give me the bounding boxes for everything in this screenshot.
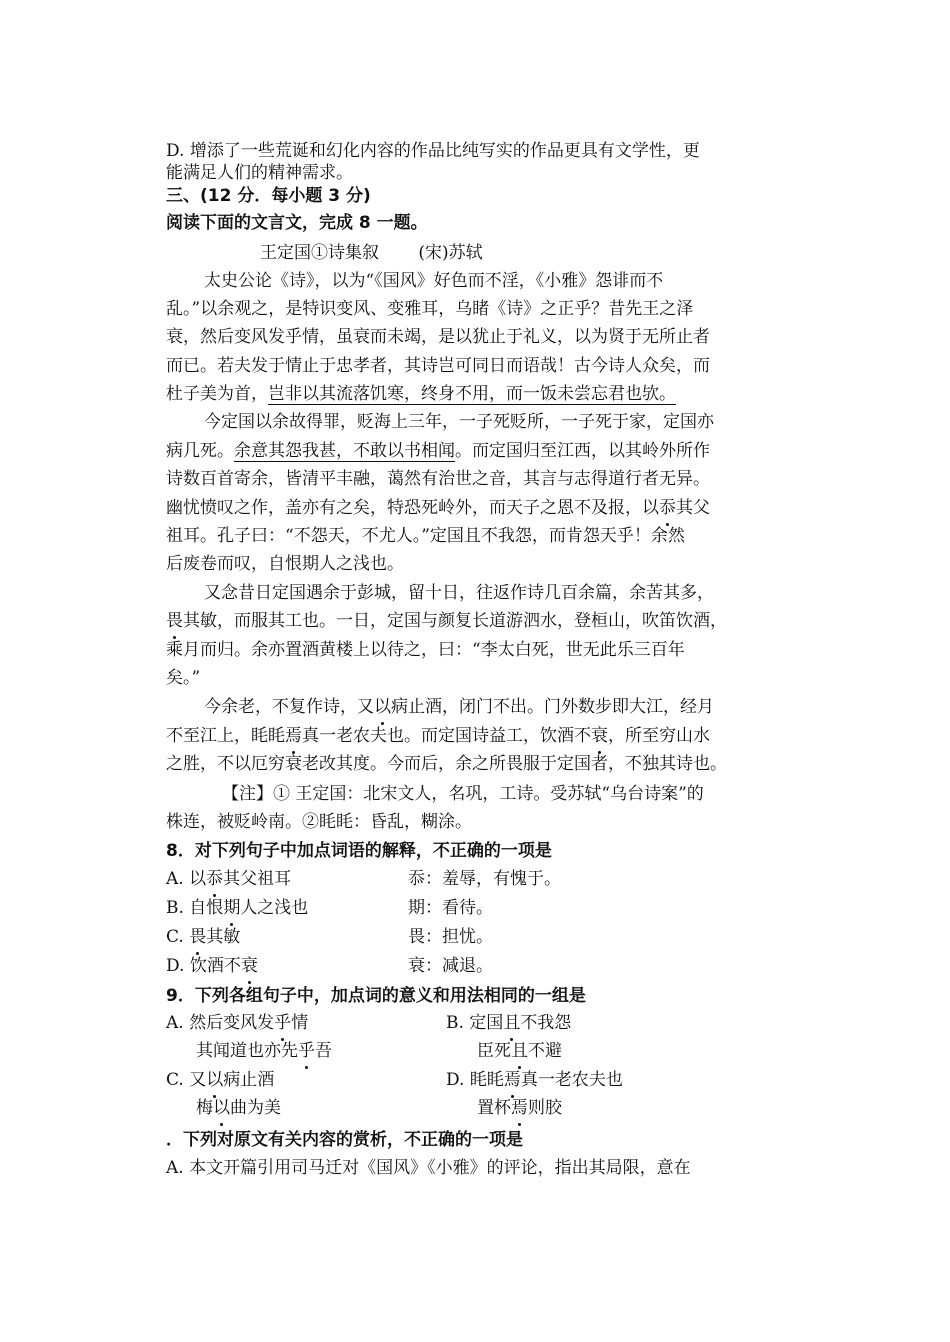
q8-gloss-c: 畏：担忧。	[408, 927, 493, 947]
dotted-word: 以	[213, 1098, 230, 1118]
option-text: 则胶	[528, 1098, 562, 1118]
p4-text: 病止酒，闭门不出。门外数步即大江，经月	[391, 697, 714, 717]
dotted-word: 乎	[298, 1041, 315, 1061]
p2-text: 幽忧愤叹之作，盖亦有之矣，特恐死岭外，而天子之恩不及报，以	[166, 498, 659, 518]
option-text: 真一老农夫也	[520, 1070, 623, 1090]
note-line2: 株连，被贬岭南。②眊眊：昏乱，糊涂。	[166, 812, 472, 832]
passage-p1-line3: 衰，然后变风发乎情，虽衰而未竭，是以犹止于礼义，以为贤于无所止者	[166, 327, 710, 347]
passage-title-text: 王定国①诗集叙	[260, 243, 379, 263]
q8-gloss-d: 衰：减退。	[408, 956, 493, 976]
option-text: C.	[166, 927, 190, 947]
option-text: 不避	[528, 1041, 562, 1061]
p3-text: 其敏，而服其工也。一日，定国与颜复长道游泗水，登桓山，吹笛饮酒，	[183, 611, 727, 631]
q9-stem: 9．下列各组句子中，加点词的意义和用法相同的一组是	[166, 986, 586, 1006]
passage-p4-line1	[204, 696, 844, 718]
option-text: C. 又	[166, 1070, 207, 1090]
option-text: 其父祖耳	[223, 869, 292, 889]
passage-p2-line5: 祖耳。孔子曰：“不怨天，不尤人。”定国且不我怨，而肯怨天乎！余然	[166, 526, 685, 546]
passage-p2-line3: 诗数百首寄余，皆清平丰融，蔼然有治世之音，其言与志得道行者无异。	[166, 469, 710, 489]
reading-instruction: 阅读下面的文言文，完成 8 一题。	[166, 213, 428, 233]
option-d-line2: 能满足人们的精神需求。	[166, 163, 353, 183]
p2-text: 病几死。	[166, 441, 234, 461]
passage-p4-line3: 之胜，不以厄穷衰老改其度。今而后，余之所畏服于定国者，不独其诗也。	[166, 754, 727, 774]
option-text: 病止酒	[223, 1070, 275, 1090]
q9-option-b-line1	[446, 1012, 950, 1034]
passage-p2-line6: 后废卷而叹，自恨期人之浅也。	[166, 554, 404, 574]
underlined-sentence-2: 余意其怨我甚，不敢以书相闻	[234, 441, 455, 461]
dotted-word: 焉	[511, 1098, 528, 1118]
dotted-word: 畏	[189, 927, 207, 947]
dotted-word: 衰	[240, 956, 258, 976]
dotted-word: 畏	[166, 611, 183, 631]
section-heading: 三、(12 分．每小题 3 分)	[166, 186, 371, 206]
option-text: B. 定国	[446, 1013, 504, 1033]
dotted-word: 忝	[659, 498, 676, 518]
dotted-word: 焉	[285, 726, 302, 746]
option-text: 吾	[315, 1041, 332, 1061]
passage-p2-line1: 今定国以余故得罪，贬海上三年，一子死贬所，一子死于家，定国亦	[204, 412, 714, 432]
q8-stem: 8．对下列句子中加点词语的解释，不正确的一项是	[166, 841, 552, 861]
dotted-word: 焉	[503, 1070, 521, 1090]
p1-text: 杜子美为首，	[166, 384, 268, 404]
passage-p3-line1: 又念昔日定国遇余于彭城，留十日，往返作诗几百余篇，余苦其多，	[204, 583, 714, 603]
q8-gloss-b: 期：看待。	[408, 898, 493, 918]
option-text: 曲为美	[230, 1098, 281, 1118]
passage-author: (宋)苏轼	[418, 243, 483, 263]
passage-p1-line4: 而已。若夫发于情止于忠孝者，其诗岂可同日而语哉！古今诗人众矣，而	[166, 356, 710, 376]
passage-title	[260, 242, 900, 264]
dotted-word: 以	[374, 697, 391, 717]
option-d-line1: D. 增添了一些荒诞和幻化内容的作品比纯写实的作品更具有文学性，更	[166, 141, 700, 161]
dotted-word: 期	[223, 898, 241, 918]
passage-p3-line4: 矣。”	[166, 668, 201, 688]
passage-p1-line5	[166, 383, 806, 405]
option-text: D. 眊眊	[446, 1070, 504, 1090]
passage-p3-line2	[166, 610, 806, 632]
option-text: A. 以	[166, 869, 207, 889]
q9-option-d-line2	[477, 1097, 950, 1119]
option-text: B. 自恨	[166, 898, 224, 918]
q8-gloss-a: 忝：羞辱，有愧于。	[408, 869, 561, 889]
p2-text: 。而定国归至江西，以其岭外所作	[455, 441, 710, 461]
passage-p2-line2	[166, 440, 806, 462]
option-text: 不我怨	[520, 1013, 572, 1033]
option-text: A. 然后变风发	[166, 1013, 275, 1033]
passage-p1-line2: 乱。”以余观之，是特识变风、变雅耳，乌睹《诗》之正乎？昔先王之泽	[166, 299, 694, 319]
passage-p4-line2	[166, 725, 806, 747]
dotted-word: 忝	[206, 869, 224, 889]
p4-text: 真一老农夫也。而定国诗益工，饮酒不	[302, 726, 591, 746]
passage-p2-line4	[166, 497, 806, 519]
q9-option-d-line1	[446, 1069, 950, 1091]
option-text: 其敏	[206, 927, 241, 947]
passage-p1-line1: 太史公论《诗》，以为“《国风》好色而不淫，《小雅》怨诽而不	[204, 271, 664, 291]
dotted-word: 以	[206, 1070, 224, 1090]
p4-text: 今余老，不复作诗，又	[204, 697, 374, 717]
option-text: 人之浅也	[240, 898, 309, 918]
p4-text: ，所至穷山水	[608, 726, 710, 746]
underlined-sentence-1: 岂非以其流落饥寒，终身不用，而一饭未尝忘君也欤。	[268, 384, 676, 404]
dotted-word: 且	[511, 1041, 528, 1061]
q9-option-b-line2	[477, 1040, 950, 1062]
option-text: 臣死	[477, 1041, 511, 1061]
option-text: 情	[291, 1013, 309, 1033]
q10-option-a: A. 本文开篇引用司马迁对《国风》《小雅》的评论，指出其局限，意在	[166, 1158, 691, 1178]
note-line1: 【注】① 王定国：北宋文人，名巩，工诗。受苏轼“乌台诗案”的	[222, 784, 704, 804]
passage-p3-line3: 乘月而归。余亦置酒黄楼上以待之，曰：“李太白死，世无此乐三百年	[166, 640, 685, 660]
dotted-word: 衰	[591, 726, 608, 746]
option-text: D. 饮酒不	[166, 956, 241, 976]
option-text: 置杯	[477, 1098, 511, 1118]
option-text: 梅	[196, 1098, 213, 1118]
dotted-word: 乎	[274, 1013, 292, 1033]
q10-stem: ．下列对原文有关内容的赏析，不正确的一项是	[166, 1130, 523, 1150]
option-text: 其闻道也亦先	[196, 1041, 298, 1061]
p4-text: 不至江上，眊眊	[166, 726, 285, 746]
p2-text: 其父	[676, 498, 710, 518]
dotted-word: 且	[503, 1013, 521, 1033]
